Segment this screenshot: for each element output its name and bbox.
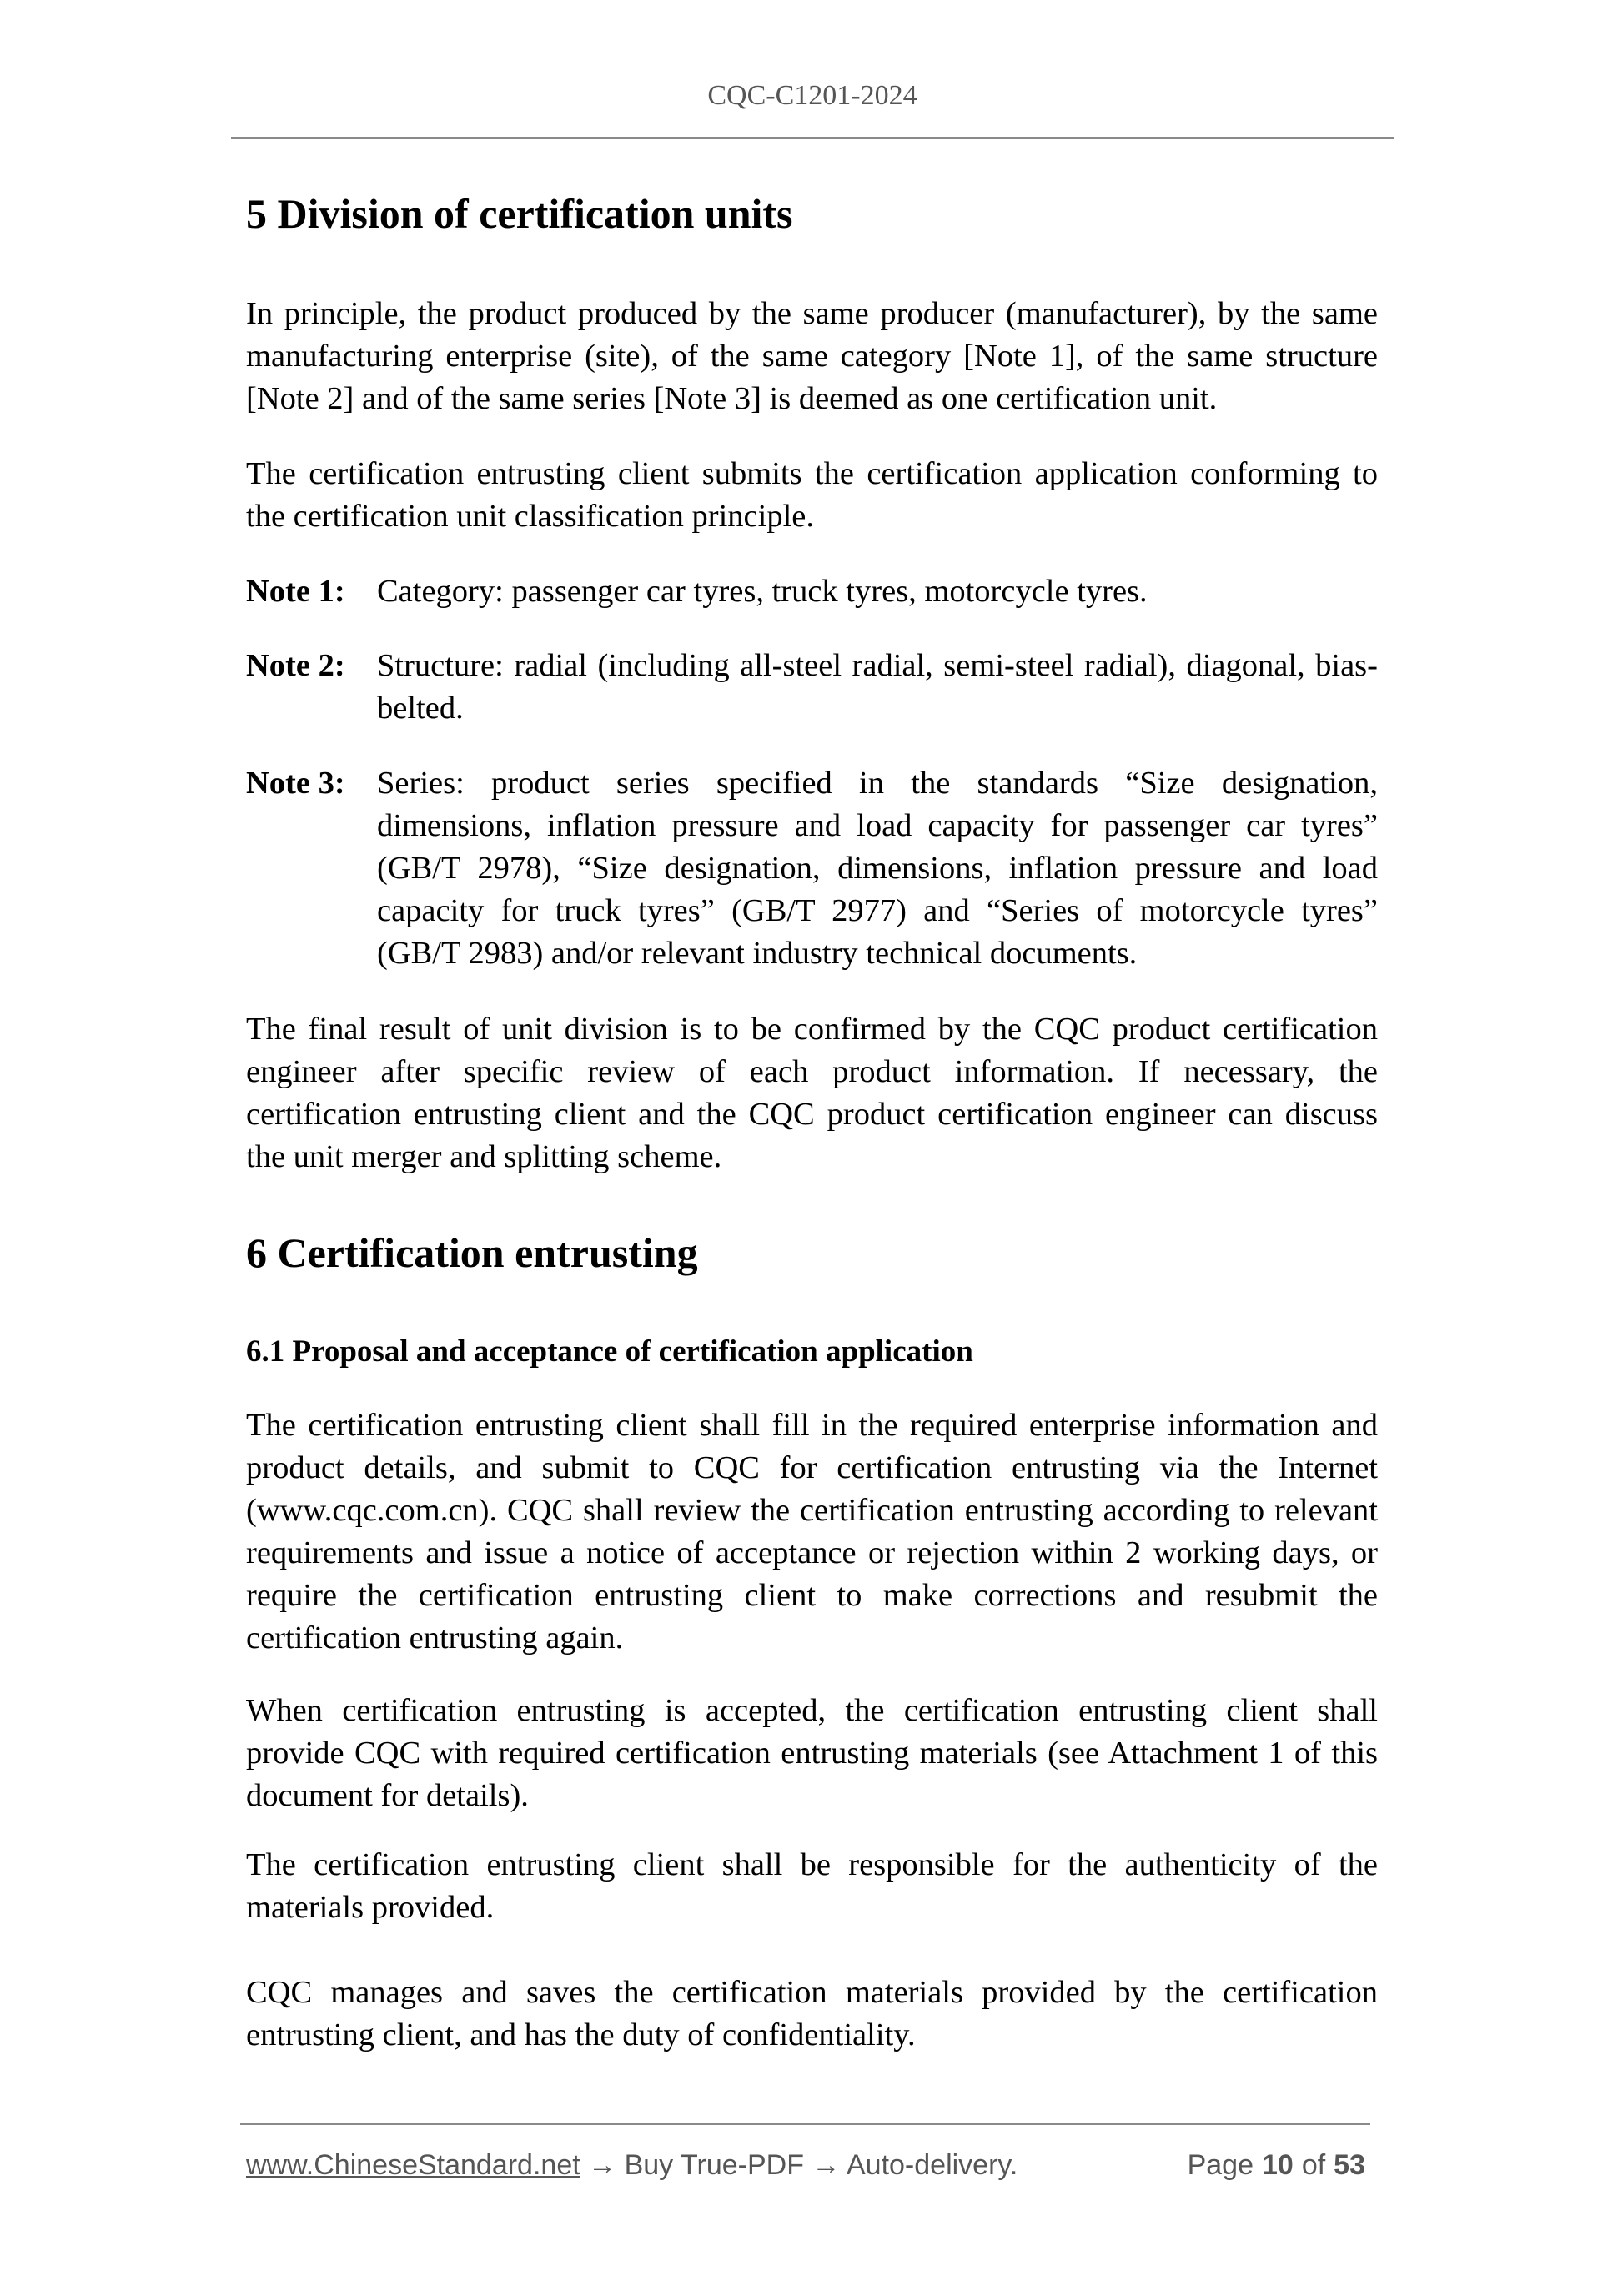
page-indicator — [1188, 2148, 1365, 2182]
subsection-6-1-title: 6.1 Proposal and acceptance of certification application — [246, 1334, 973, 1369]
document-code-header: CQC-C1201-2024 — [707, 80, 917, 111]
page-current: 10 — [1261, 2149, 1294, 2181]
note-3 — [246, 762, 1378, 975]
section-5-final-paragraph: The final result of unit division is to be confirmed by the CQC product certification engineer after specific review of each product information. If necessary, the certification entrusting client and the CQC product certification engineer can discuss the unit merger and splitting scheme. — [246, 1012, 1378, 1174]
section-6-title: 6 Certification entrusting — [246, 1229, 698, 1276]
section-5-title: 5 Division of certification units — [246, 190, 793, 237]
footer-divider — [240, 2123, 1370, 2125]
footer-promo — [246, 2148, 1018, 2182]
page-footer — [246, 2148, 1365, 2182]
footer-promo-text: → Buy True-PDF → Auto-delivery. — [580, 2149, 1018, 2181]
note-label: Note 3: — [246, 766, 345, 801]
page-total: 53 — [1334, 2149, 1365, 2181]
chinese-standard-link[interactable]: www.ChineseStandard.net — [246, 2149, 580, 2181]
page-word: Page — [1187, 2149, 1254, 2181]
section-5-paragraph-2: The certification entrusting client submits the certification application conforming to the certification unit classification principle. — [246, 456, 1378, 534]
note-label: Note 2: — [246, 648, 345, 683]
note-1 — [246, 570, 1378, 613]
of-word: of — [1301, 2149, 1326, 2181]
section-6-paragraph-3: The certification entrusting client shall be responsible for the authenticity of the materials provided. — [246, 1847, 1378, 1925]
note-text: Series: product series specified in the standards “Size designation, dimensions, inflation pressure and load capacity for passenger car tyres” (GB/T 2978), “Size designation, dimensions, inflation pressure and load capacity for truck tyres” (GB/T 2977) and “Series of motorcycle tyres” (GB/T 2983) and/or relevant industry technical documents. — [377, 766, 1378, 971]
note-text: Structure: radial (including all-steel radial, semi-steel radial), diagonal, bias-belted. — [377, 648, 1378, 726]
section-5-paragraph-1: In principle, the product produced by the same producer (manufacturer), by the same manufacturing enterprise (site), of the same category [Note 1], of the same structure [Note 2] and of the same series [Note 3] is deemed as one certification unit. — [246, 296, 1378, 416]
note-2 — [246, 645, 1378, 730]
section-6-paragraph-4: CQC manages and saves the certification materials provided by the certification entrusting client, and has the duty of confidentiality. — [246, 1975, 1378, 2052]
section-6-paragraph-2: When certification entrusting is accepted, the certification entrusting client shall provide CQC with required certification entrusting materials (see Attachment 1 of this document for details). — [246, 1693, 1378, 1813]
section-6-paragraph-1: The certification entrusting client shall fill in the required enterprise information and product details, and submit to CQC for certification entrusting via the Internet (www.cqc.com.cn). CQC shall review the certification entrusting according to relevant requirements and issue a notice of acceptance or rejection within 2 working days, or require the certification entrusting client to make corrections and resubmit the certification entrusting again. — [246, 1408, 1378, 1655]
note-label: Note 1: — [246, 574, 345, 609]
header-divider — [231, 137, 1394, 139]
note-text: Category: passenger car tyres, truck tyres, motorcycle tyres. — [377, 574, 1148, 609]
